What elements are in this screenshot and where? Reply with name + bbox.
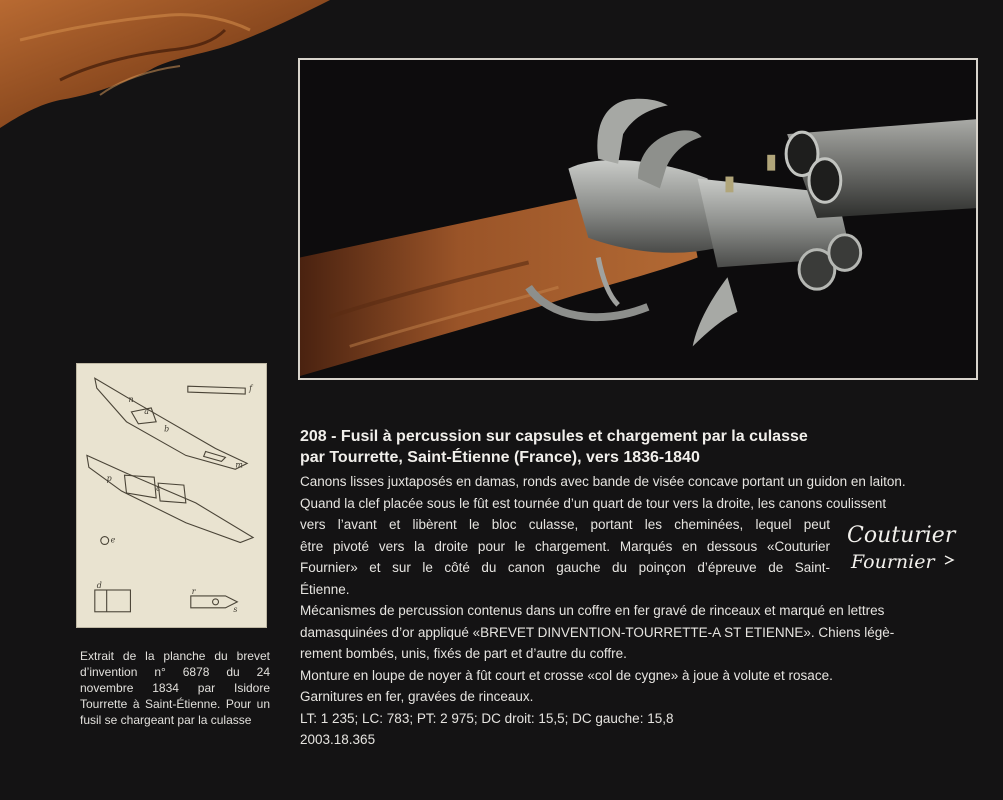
svg-text:c: c [156, 484, 161, 494]
svg-text:p: p [106, 474, 112, 484]
svg-text:r: r [191, 586, 196, 596]
entry-title [300, 426, 990, 468]
patent-caption-text: Extrait de la planche du brevet d’invention n° 6878 du 24 novembre 1834 par Isidore Tourrette à Saint-Étienne. Pour un fusil se chargeant par la culasse [80, 649, 270, 727]
entry-description [300, 471, 990, 751]
svg-text:e: e [110, 535, 116, 545]
patent-drawing [76, 363, 267, 628]
signature-line-2: Fournier [851, 551, 935, 573]
svg-text:s: s [233, 604, 238, 614]
svg-text:d: d [96, 581, 102, 591]
description-line: Garnitures en fer, gravées de rinceaux. [300, 689, 534, 704]
carved-wood-corner-image [0, 0, 330, 135]
svg-text:f: f [249, 384, 253, 394]
svg-text:b: b [164, 424, 170, 434]
description-line: rement bombés, unis, fixés de part et d’autre du coffre. [300, 646, 627, 661]
svg-text:n: n [128, 394, 134, 404]
svg-text:a: a [144, 406, 150, 416]
inventory-number: 2003.18.365 [300, 732, 376, 747]
couturier-fournier-signature [845, 516, 985, 576]
description-line: Monture en loupe de noyer à fût court et crosse «col de cygne» à joue à volute et rosace. [300, 667, 833, 683]
entry-title-line-1: 208 - Fusil à percussion sur capsules et chargement par la culasse [300, 428, 808, 445]
entry-title-line-2: par Tourrette, Saint-Étienne (France), vers 1836-1840 [300, 449, 700, 466]
catalog-entry [300, 426, 990, 751]
description-line: damasquinées d’or appliqué «BREVET DINVENTION-TOURRETTE-A ST ETIENNE». Chiens légè- [300, 624, 895, 640]
svg-text:m: m [235, 460, 243, 470]
description-line: vers l’avant et libèrent le bloc culasse, portant les cheminées, lequel peut [300, 517, 830, 532]
measurements-line: LT: 1 235; LC: 783; PT: 2 975; DC droit: 15,5; DC gauche: 15,8 [300, 710, 674, 726]
gun-photo [298, 58, 978, 380]
description-line: Canons lisses juxtaposés en damas, ronds avec bande de visée concave portant un guidon en laiton. [300, 474, 906, 489]
signature-line-1: Couturier [847, 523, 956, 548]
description-line: Mécanismes de percussion contenus dans un coffre en fer gravé de rinceaux et marqué en lettres [300, 603, 885, 618]
description-line: Quand la clef placée sous le fût est tournée d’un quart de tour vers la droite, les canons coulissent [300, 495, 887, 511]
description-line: Fournier» et sur le côté du canon gauche du poinçon d’épreuve de Saint- [300, 560, 830, 575]
patent-caption [80, 648, 270, 728]
description-line: être pivoté vers la droite pour le chargement. Marqués en dessous «Couturier [300, 538, 830, 554]
description-line: Étienne. [300, 581, 350, 597]
